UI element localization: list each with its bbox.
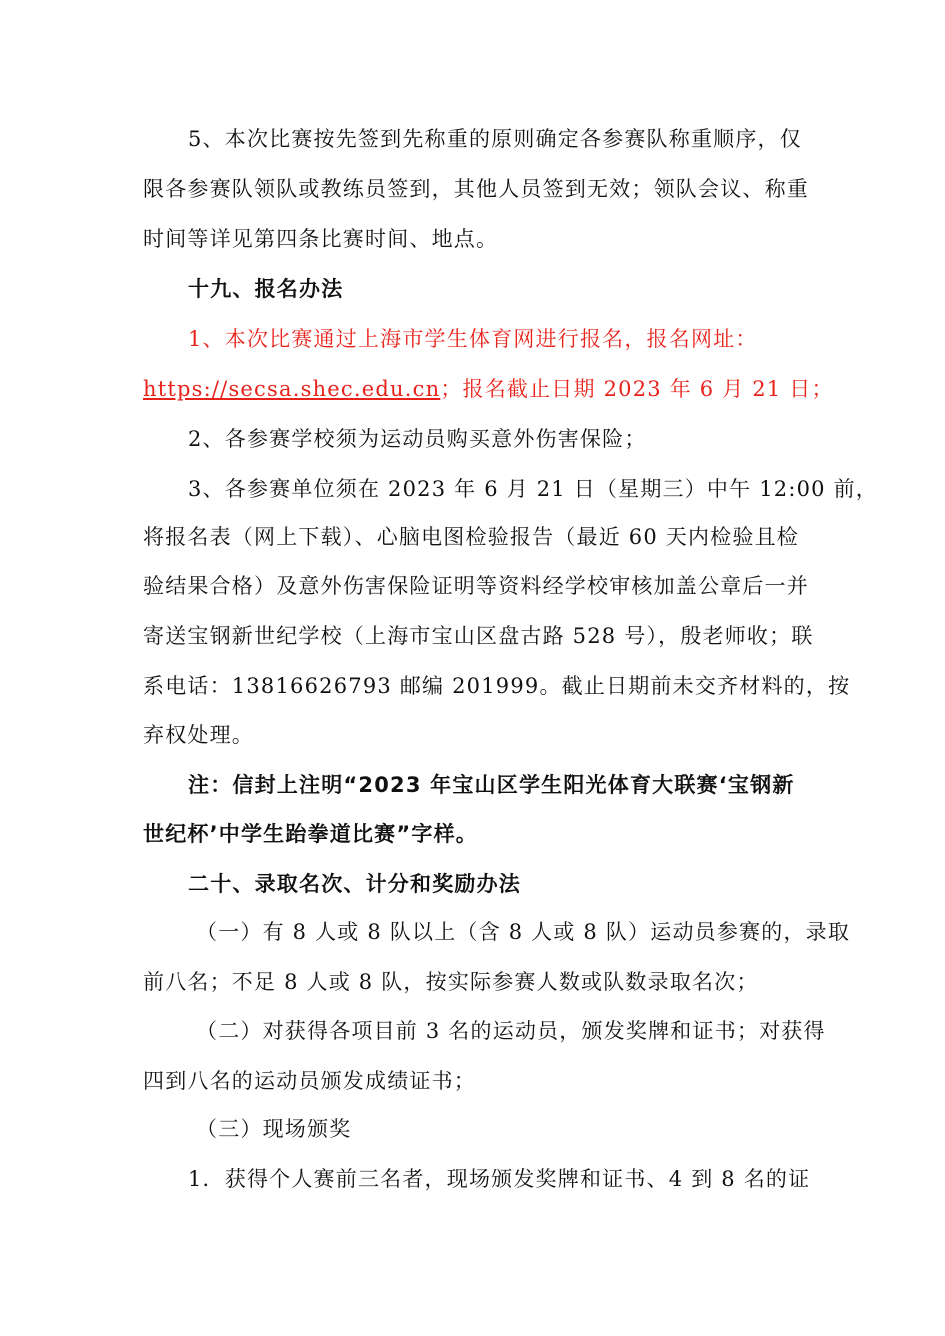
paragraph-5-line-3: 时间等详见第四条比赛时间、地点。	[143, 227, 499, 251]
paragraph-5-line-1: 5、本次比赛按先签到先称重的原则确定各参赛队称重顺序，仅	[188, 127, 802, 151]
registration-item-3-line-1: 3、各参赛单位须在 2023 年 6 月 21 日（星期三）中午 12:00 前，	[188, 477, 879, 501]
registration-item-1-line-1: 1、本次比赛通过上海市学生体育网进行报名，报名网址：	[188, 327, 758, 351]
registration-deadline-text: ；报名截止日期 2023 年 6 月 21 日；	[440, 377, 834, 401]
registration-item-3-line-6: 弃权处理。	[143, 723, 254, 747]
registration-item-2: 2、各参赛学校须为运动员购买意外伤害保险；	[188, 427, 647, 451]
award-item-1-line-2: 前八名；不足 8 人或 8 队，按实际参赛人数或队数录取名次；	[143, 970, 759, 994]
paragraph-5-line-2: 限各参赛队领队或教练员签到，其他人员签到无效；领队会议、称重	[143, 177, 809, 201]
registration-item-3-line-4: 寄送宝钢新世纪学校（上海市宝山区盘古路 528 号），殷老师收；联	[143, 624, 814, 648]
registration-url-link[interactable]: https://secsa.shec.edu.cn	[143, 377, 441, 401]
award-item-2-line-1: （二）对获得各项目前 3 名的运动员，颁发奖牌和证书；对获得	[196, 1019, 826, 1043]
award-item-3-sub-1: 1．获得个人赛前三名者，现场颁发奖牌和证书、4 到 8 名的证	[188, 1167, 811, 1191]
envelope-note-line-1: 注：信封上注明“2023 年宝山区学生阳光体育大联赛‘宝钢新	[188, 773, 795, 797]
envelope-note-line-2: 世纪杯’中学生跆拳道比赛”字样。	[143, 822, 478, 846]
registration-item-1-line-2	[143, 374, 834, 404]
section-heading-20: 二十、录取名次、计分和奖励办法	[188, 872, 521, 896]
section-heading-19: 十九、报名办法	[188, 277, 344, 301]
award-item-1-line-1: （一）有 8 人或 8 队以上（含 8 人或 8 队）运动员参赛的，录取	[196, 920, 851, 944]
award-item-2-line-2: 四到八名的运动员颁发成绩证书；	[143, 1069, 476, 1093]
award-item-3: （三）现场颁奖	[196, 1117, 352, 1141]
registration-item-3-line-2: 将报名表（网上下载）、心脑电图检验报告（最近 60 天内检验且检	[143, 525, 799, 549]
registration-item-3-line-3: 验结果合格）及意外伤害保险证明等资料经学校审核加盖公章后一并	[143, 574, 809, 598]
registration-item-3-line-5: 系电话：13816626793 邮编 201999。截止日期前未交齐材料的，按	[143, 674, 851, 698]
